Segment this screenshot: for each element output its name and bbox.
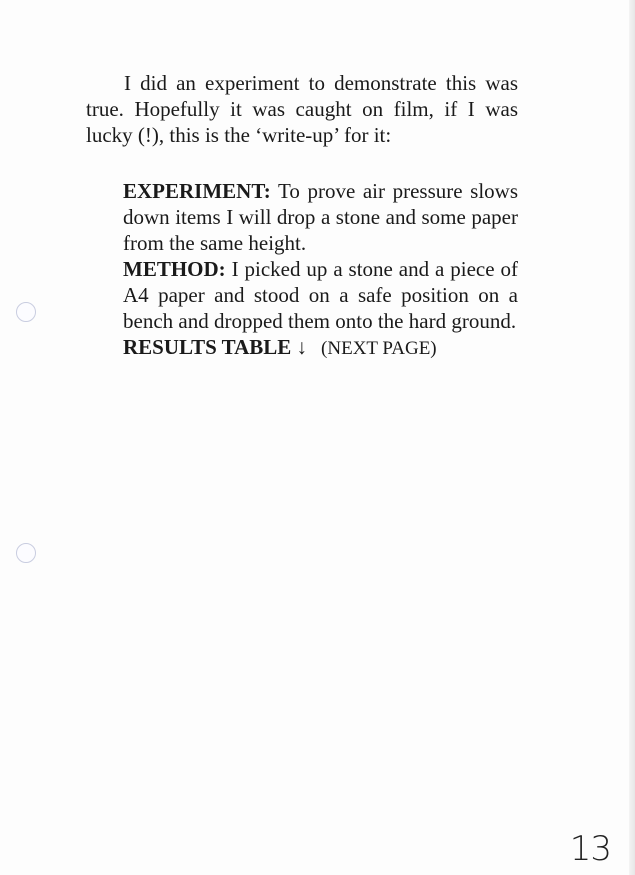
experiment-paragraph <box>123 178 518 256</box>
next-page-note: (NEXT PAGE) <box>321 338 437 359</box>
results-line <box>123 334 518 362</box>
page-edge <box>629 0 635 875</box>
punch-hole <box>16 302 36 322</box>
experiment-label: EXPERIMENT: <box>123 179 271 203</box>
experiment-write-up <box>123 178 518 362</box>
method-text: I picked up a stone and a piece of A4 paper and stood on a safe position on a bench and dropped them onto the hard ground. <box>123 257 518 333</box>
method-label: METHOD: <box>123 257 226 281</box>
intro-paragraph: I did an experiment to demonstrate this was true. Hopefully it was caught on film, if I was lucky (!), this is the ‘write-up’ for it: <box>86 71 518 147</box>
method-paragraph <box>123 256 518 334</box>
experiment-text: To prove air pressure slows down items I will drop a stone and some paper from the same height. <box>123 179 518 255</box>
page-number: 13 <box>569 829 611 869</box>
results-label: RESULTS TABLE ↓ <box>123 335 308 359</box>
punch-hole <box>16 543 36 563</box>
